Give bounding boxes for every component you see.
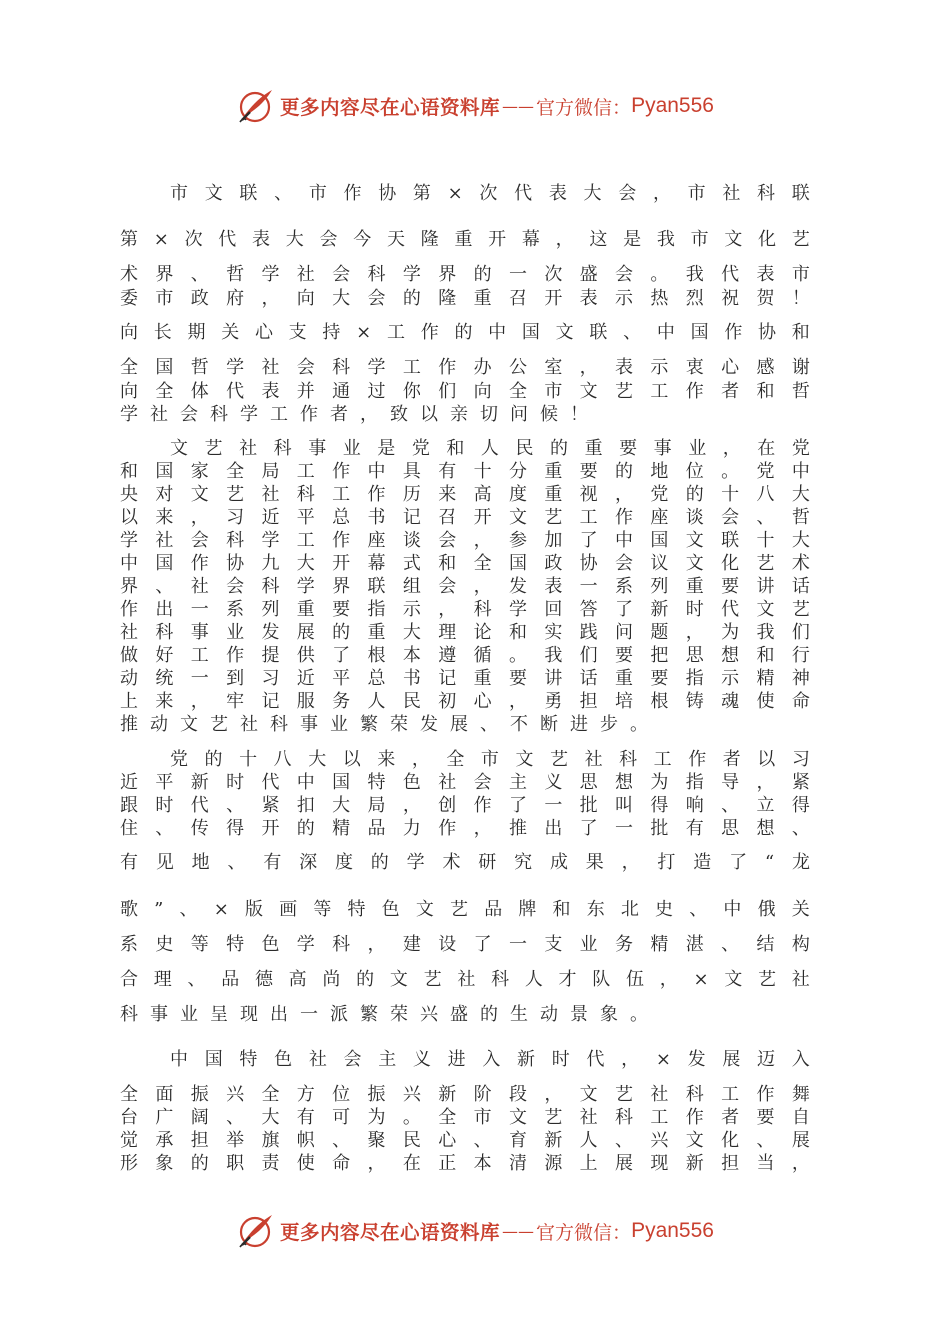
text-line: 做 好 工 作 提 供 了 根 本 遵 循 。 我 们 要 把 思 想 和 行: [120, 645, 810, 666]
text-line: 向 长 期 关 心 支 持 × 工 作 的 中 国 文 联 、 中 国 作 协 和: [120, 322, 810, 343]
banner-dash: ——: [502, 96, 535, 116]
text-line: 科事业呈现出一派繁荣兴盛的生动景象。: [120, 1004, 660, 1025]
text-line: 学 社 会 科 学 工 作 座 谈 会 ， 参 加 了 中 国 文 联 十 大: [120, 530, 810, 551]
text-line: 住 、 传 得 开 的 精 品 力 作 ， 推 出 了 一 批 有 思 想 、: [120, 818, 810, 839]
text-line: 界 、 社 会 科 学 界 联 组 会 ， 发 表 一 系 列 重 要 讲 话: [120, 576, 810, 597]
text-line: 全 国 哲 学 社 会 科 学 工 作 办 公 室 ， 表 示 衷 心 感 谢: [120, 357, 810, 378]
banner-wechat-id: Pyan556: [631, 94, 714, 117]
text-line: 作 出 一 系 列 重 要 指 示 ， 科 学 回 答 了 新 时 代 文 艺: [120, 599, 810, 620]
text-line: 台 广 阔 、 大 有 可 为 。 全 市 文 艺 社 科 工 作 者 要 自: [120, 1107, 810, 1128]
text-line: 中 国 作 协 九 大 开 幕 式 和 全 国 政 协 会 议 文 化 艺 术: [120, 553, 810, 574]
text-line: 推动文艺社科事业繁荣发展、不断进步。: [120, 714, 660, 735]
text-line: 术 界 、 哲 学 社 会 科 学 界 的 一 次 盛 会 。 我 代 表 市: [120, 264, 810, 285]
text-line: 全 面 振 兴 全 方 位 振 兴 新 阶 段 ， 文 艺 社 科 工 作 舞: [120, 1084, 810, 1105]
text-line: 形 象 的 职 责 使 命 ， 在 正 本 清 源 上 展 现 新 担 当 ，: [120, 1153, 810, 1174]
text-line: 系 史 等 特 色 学 科 ， 建 设 了 一 支 业 务 精 湛 、 结 构: [120, 934, 810, 955]
banner-wechat-label: 官方微信：: [536, 1221, 632, 1244]
text-line: 有 见 地 、 有 深 度 的 学 术 研 究 成 果 ， 打 造 了 “ 龙: [120, 852, 810, 873]
header-banner: [0, 84, 950, 128]
quill-logo-icon: [236, 86, 276, 126]
text-line: 觉 承 担 举 旗 帜 、 聚 民 心 、 育 新 人 、 兴 文 化 、 展: [120, 1130, 810, 1151]
text-line: 文 艺 社 科 事 业 是 党 和 人 民 的 重 要 事 业 ， 在 党: [170, 438, 810, 459]
banner-text: 更多内容尽在心语资料库: [280, 96, 501, 119]
text-line: 合 理 、 品 德 高 尚 的 文 艺 社 科 人 才 队 伍 ， × 文 艺 社: [120, 969, 810, 990]
banner-wechat-id: Pyan556: [631, 1219, 714, 1242]
text-line: 动 统 一 到 习 近 平 总 书 记 重 要 讲 话 重 要 指 示 精 神: [120, 668, 810, 689]
text-line: 上 来 ， 牢 记 服 务 人 民 初 心 ， 勇 担 培 根 铸 魂 使 命: [120, 691, 810, 712]
text-line: 以 来 ， 习 近 平 总 书 记 召 开 文 艺 工 作 座 谈 会 、 哲: [120, 507, 810, 528]
text-line: 党 的 十 八 大 以 来 ， 全 市 文 艺 社 科 工 作 者 以 习: [170, 749, 810, 770]
text-line: 市 文 联 、 市 作 协 第 × 次 代 表 大 会 ， 市 社 科 联: [170, 183, 810, 204]
banner-wechat-label: 官方微信：: [536, 96, 632, 119]
text-line: 学社会科学工作者，致以亲切问候！: [120, 404, 600, 425]
text-line: 社 科 事 业 发 展 的 重 大 理 论 和 实 践 问 题 ， 为 我 们: [120, 622, 810, 643]
text-line: 跟 时 代 、 紧 扣 大 局 ， 创 作 了 一 批 叫 得 响 、 立 得: [120, 795, 810, 816]
banner-text: 更多内容尽在心语资料库: [280, 1221, 501, 1244]
banner-dash: ——: [502, 1221, 535, 1241]
text-line: 和 国 家 全 局 工 作 中 具 有 十 分 重 要 的 地 位 。 党 中: [120, 461, 810, 482]
text-line: 近 平 新 时 代 中 国 特 色 社 会 主 义 思 想 为 指 导 ， 紧: [120, 772, 810, 793]
text-line: 歌 ” 、 × 版 画 等 特 色 文 艺 品 牌 和 东 北 史 、 中 俄 关: [120, 899, 810, 920]
footer-banner: [0, 1209, 950, 1253]
text-line: 央 对 文 艺 社 科 工 作 历 来 高 度 重 视 ， 党 的 十 八 大: [120, 484, 810, 505]
text-line: 中 国 特 色 社 会 主 义 进 入 新 时 代 ， × 发 展 迈 入: [170, 1049, 810, 1070]
text-line: 第 × 次 代 表 大 会 今 天 隆 重 开 幕 ， 这 是 我 市 文 化 艺: [120, 229, 810, 250]
quill-logo-icon: [236, 1211, 276, 1251]
text-line: 委 市 政 府 ， 向 大 会 的 隆 重 召 开 表 示 热 烈 祝 贺 ！: [120, 288, 810, 309]
text-line: 向 全 体 代 表 并 通 过 你 们 向 全 市 文 艺 工 作 者 和 哲: [120, 381, 810, 402]
